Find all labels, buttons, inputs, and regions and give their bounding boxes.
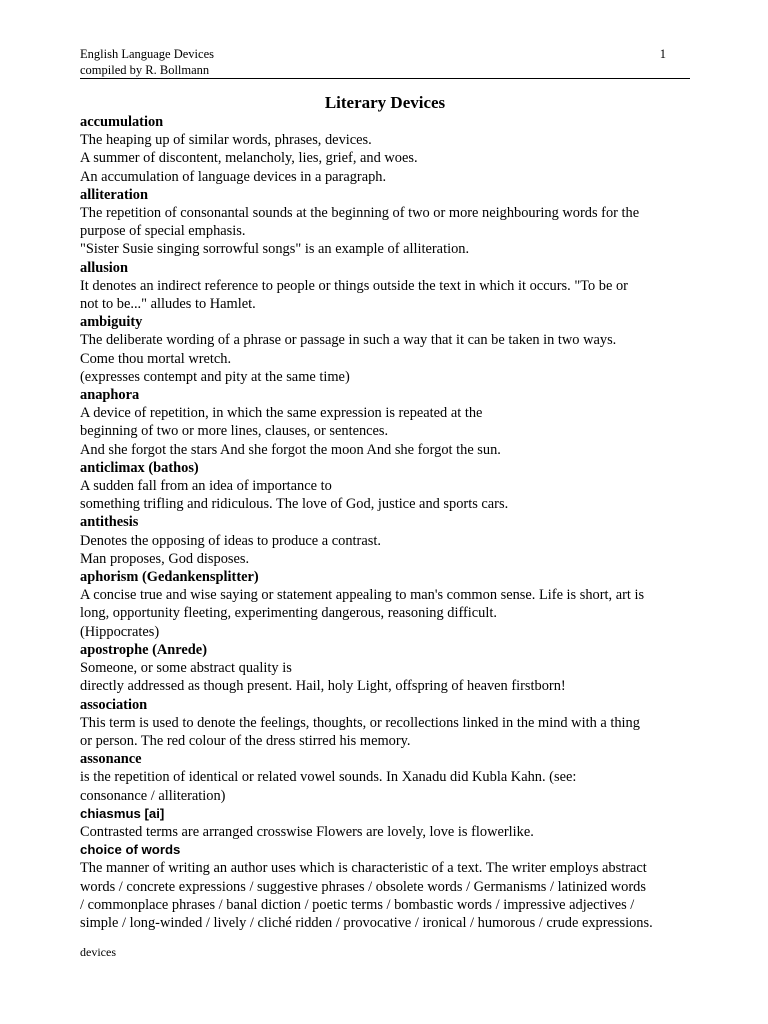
- page-title: Literary Devices: [324, 93, 446, 112]
- entry-text-line: / commonplace phrases / banal diction / poetic terms / bombastic words / impressive adjectives /: [80, 896, 635, 913]
- entry-text-line: directly addressed as though present. Hail, holy Light, offspring of heaven firstborn!: [80, 678, 566, 695]
- entry-text-line: A sudden fall from an idea of importance to: [80, 478, 332, 495]
- entry-text-line: "Sister Susie singing sorrowful songs" is an example of alliteration.: [80, 241, 470, 258]
- glossary-entry: [80, 513, 690, 568]
- entry-text-line: The deliberate wording of a phrase or passage in such a way that it can be taken in two ways.: [80, 332, 617, 349]
- glossary-entry: [80, 696, 690, 751]
- entry-text-line: words / concrete expressions / suggestive phrases / obsolete words / Germanisms / latinized words: [80, 878, 646, 895]
- page-number: 1: [659, 47, 666, 61]
- entry-text-line: consonance / alliteration): [80, 787, 226, 804]
- entry-text-line: An accumulation of language devices in a paragraph.: [80, 168, 387, 185]
- entry-text-line: something trifling and ridiculous. The love of God, justice and sports cars.: [80, 496, 509, 513]
- entry-text-line: long, opportunity fleeting, experimenting dangerous, reasoning difficult.: [80, 605, 497, 622]
- glossary-entry: [80, 113, 690, 186]
- glossary-entry: [80, 805, 690, 841]
- glossary-entry: [80, 386, 690, 459]
- entry-term: anticlimax (bathos): [80, 459, 199, 476]
- entry-term: alliteration: [80, 186, 148, 203]
- glossary-entry: [80, 459, 690, 514]
- entry-term: antithesis: [80, 514, 139, 531]
- entry-text-line: The heaping up of similar words, phrases, devices.: [80, 132, 372, 149]
- entry-text-line: The repetition of consonantal sounds at the beginning of two or more neighbouring words for the: [80, 205, 640, 222]
- entry-text-line: beginning of two or more lines, clauses, or sentences.: [80, 423, 389, 440]
- entry-term: allusion: [80, 259, 128, 276]
- entry-text-line: Someone, or some abstract quality is: [80, 660, 292, 677]
- header-divider: [80, 78, 690, 79]
- glossary-entry: [80, 186, 690, 259]
- header-title: English Language Devices: [80, 47, 214, 61]
- entry-text-line: (expresses contempt and pity at the same time): [80, 368, 350, 385]
- entry-text-line: A summer of discontent, melancholy, lies, grief, and woes.: [80, 150, 418, 167]
- glossary-entry: [80, 259, 690, 314]
- entry-text-line: A device of repetition, in which the same expression is repeated at the: [80, 405, 483, 422]
- entry-text-line: or person. The red colour of the dress stirred his memory.: [80, 732, 411, 749]
- entry-term: association: [80, 696, 148, 713]
- entry-text-line: simple / long-winded / lively / cliché ridden / provocative / ironical / humorous / crude expressions.: [80, 914, 653, 931]
- glossary-entry: [80, 313, 690, 386]
- entry-term: chiasmus [ai]: [80, 805, 165, 821]
- entry-text-line: Come thou mortal wretch.: [80, 350, 232, 367]
- entry-text-line: The manner of writing an author uses which is characteristic of a text. The writer employs abstract: [80, 860, 647, 877]
- page-header: [80, 46, 690, 78]
- entry-term: ambiguity: [80, 314, 143, 331]
- entry-term: choice of words: [80, 842, 181, 858]
- entry-text-line: Denotes the opposing of ideas to produce a contrast.: [80, 532, 381, 549]
- entry-term: apostrophe (Anrede): [80, 641, 207, 658]
- entry-term: aphorism (Gedankensplitter): [80, 569, 259, 586]
- glossary-entry: [80, 641, 690, 696]
- glossary-entry: [80, 841, 690, 932]
- device-list: [80, 113, 690, 932]
- entry-text-line: (Hippocrates): [80, 623, 160, 640]
- glossary-entry: [80, 750, 690, 805]
- entry-text-line: It denotes an indirect reference to people or things outside the text in which it occurs. "To be or: [80, 277, 628, 294]
- header-author: compiled by R. Bollmann: [80, 63, 210, 77]
- entry-text-line: A concise true and wise saying or statement appealing to man's common sense. Life is short, art is: [80, 587, 645, 604]
- entry-term: anaphora: [80, 387, 140, 404]
- entry-term: accumulation: [80, 114, 164, 130]
- page-footer: devices: [80, 945, 116, 959]
- entry-term: assonance: [80, 751, 142, 768]
- entry-text-line: purpose of special emphasis.: [80, 223, 246, 240]
- glossary-entry: [80, 568, 690, 641]
- entry-text-line: not to be..." alludes to Hamlet.: [80, 296, 256, 313]
- entry-text-line: Contrasted terms are arranged crosswise Flowers are lovely, love is flowerlike.: [80, 823, 534, 840]
- entry-text-line: And she forgot the stars And she forgot the moon And she forgot the sun.: [80, 441, 501, 458]
- entry-text-line: is the repetition of identical or related vowel sounds. In Xanadu did Kubla Kahn. (see:: [80, 769, 577, 786]
- entry-text-line: This term is used to denote the feelings, thoughts, or recollections linked in the mind with a thing: [80, 714, 640, 731]
- entry-text-line: Man proposes, God disposes.: [80, 550, 250, 567]
